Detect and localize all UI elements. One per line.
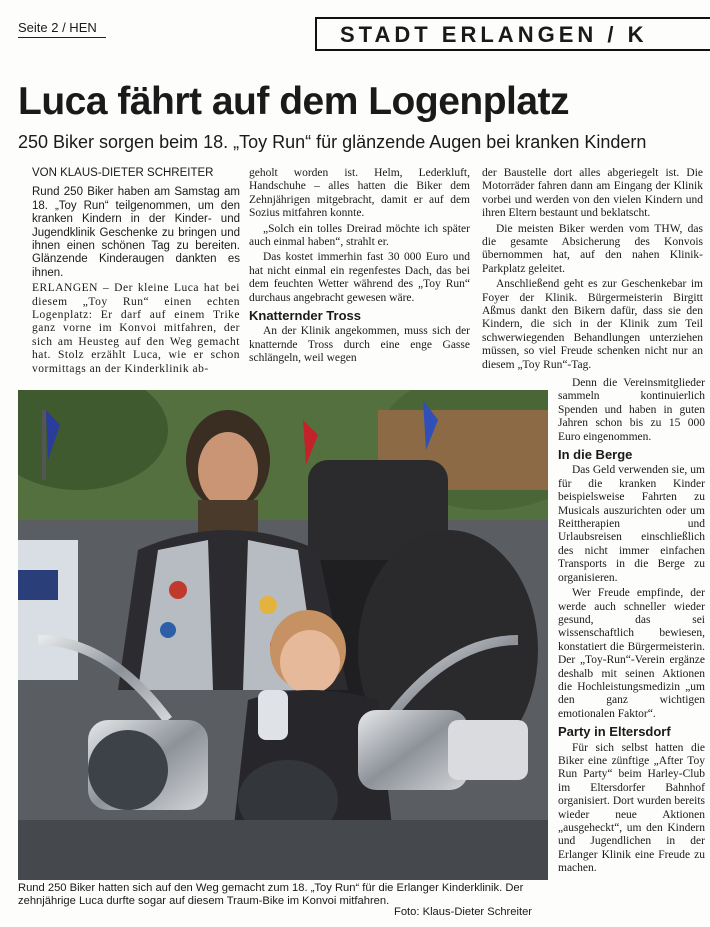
byline: VON KLAUS-DIETER SCHREITER [32,167,214,179]
photo-caption: Rund 250 Biker hatten sich auf den Weg gemacht zum 18. „Toy Run“ für die Erlanger Kinderklinik. Der zehnjährige Luca durfte sogar auf diesem Traum-Bike im Konvoi mitfahren. [18,882,524,907]
subheading-knatternder-tross: Knatternder Tross [249,308,361,324]
body-paragraph: „Solch ein tolles Dreirad möchte ich später auch einmal haben“, strahlt er. [249,222,470,249]
body-paragraph: An der Klinik angekommen, muss sich der knatternde Tross durch eine enge Gasse schlängeln, weil wegen [249,325,470,365]
subheading-in-die-berge: In die Berge [558,447,633,463]
body-paragraph: Anschließend geht es zur Geschenkebar im Foyer der Klinik. Bürgermeisterin Birgitt Aßmus dankt den Bikern dafür, dass sie den Kindern, die sich in der Klinik zum Teil schwerwiegenden Behandlungen unterziehen müssen, so viel Freude schenken nicht nur an diesem „Toy Run“-Tag. [482,278,703,371]
page-label-rule [18,37,106,38]
body-paragraph: ERLANGEN – Der kleine Luca hat bei diesem „Toy Run“ einen echten Logenplatz: Er darf auf einem Trike ganz vorne im Konvoi mitfahren, der sich am Heusteg auf den Weg gemacht hat. Stolz erzählt Luca, wie er schon vormittags an der Kinderklinik ab- [32,282,240,375]
intro-text: Rund 250 Biker haben am Samstag am 18. „Toy Run“ teilgenommen, um den kranken Kindern in der Kinder- und Jugendklinik Geschenke zu bringen und ihnen einen schönen Tag zu bereiten. Glänzende Kinderaugen dankten es ihnen. [32,186,240,279]
body-paragraph: geholt worden ist. Helm, Lederkluft, Handschuhe – alles hatten die Biker dem Zehnjährigen mitgebracht, damit er auf dem Sozius mitfahren konnte. [249,167,470,220]
article-column-3 [482,167,703,374]
subheadline: 250 Biker sorgen beim 18. „Toy Run“ für glänzende Augen bei kranken Kindern [18,132,647,152]
body-paragraph: Wer Freude empfinde, der werde auch schneller wieder gesund, das sei wissenschaftlich bewiesen, konstatiert die Bürgermeisterin. Der „Toy-Run“-Verein ergänze deshalb mit seinen Aktionen die Hochleistungsmedizin „um den ganz wichtigen emotionalen Faktor“. [558,587,705,720]
body-paragraph: Das Geld verwenden sie, um für die kranken Kinder beispielsweise Fahrten zu Musicals auszurichten oder um Reittherapien und Urlaubsreisen einschließlich des nicht immer einfachen Transports in die Berge zu organisieren. [558,464,705,584]
article-column-1 [32,167,240,378]
section-title: STADT ERLANGEN / K [340,22,648,47]
body-paragraph: Denn die Vereinsmitglieder sammeln kontinuierlich Spenden und haben in guten Jahren schon bis zu 15 000 Euro eingenommen. [558,377,705,443]
photo-biker-and-boy [18,390,548,880]
body-paragraph: Das kostet immerhin fast 30 000 Euro und hat nicht einmal ein regenfestes Dach, das bei dem feuchten Wetter während des „Toy Run“ durchaus angebracht gewesen wäre. [249,251,470,304]
body-paragraph: Für sich selbst hatten die Biker eine zünftige „After Toy Run Party“ beim Harley-Club im Eltersdorfer Bahnhof organisiert. Dort wurden bereits wieder neue Aktionen „ausgeheckt“, um den Kindern und Jugendlichen in der Erlanger Klinik eine Freude zu machen. [558,741,705,875]
headline: Luca fährt auf dem Logenplatz [18,80,570,123]
body-paragraph: der Baustelle dort alles abgeriegelt ist. Die Motorräder fahren dann am Eingang der Klinik vorbei und werden von den vielen Kindern und ihren Eltern bestaunt und beklatscht. [482,167,703,220]
article-photo [18,390,548,880]
page-label: Seite 2 / HEN [18,20,97,35]
photo-credit: Foto: Klaus-Dieter Schreiter [394,906,533,918]
article-column-4 [558,377,705,878]
body-paragraph: Die meisten Biker werden vom THW, das die gesamte Absicherung des Konvois übernommen hat, auf den nahen Klinik-Parkplatz geleitet. [482,222,703,275]
article-column-2 [249,167,470,368]
subheading-party-in-eltersdorf: Party in Eltersdorf [558,724,671,740]
